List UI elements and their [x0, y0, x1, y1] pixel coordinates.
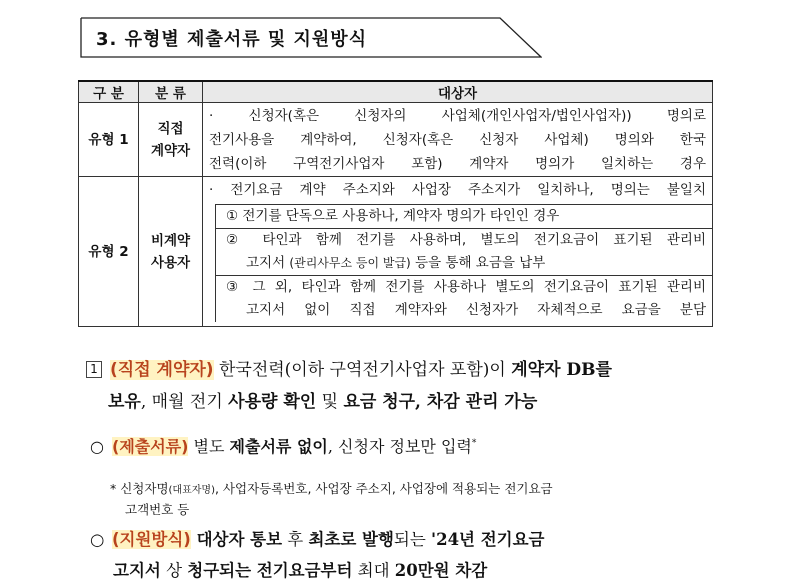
footnote-text: , 사업자등록번호, 사업장 주소지, 사업장에 적용되는 전기요금 — [214, 481, 553, 496]
sub-item-text: 고지서 없이 직접 계약자와 신청자가 자체적으로 요금을 분담 — [246, 302, 706, 318]
row-type: 유형 1 — [79, 103, 139, 177]
circle-bullet-icon: ○ — [90, 530, 105, 549]
item-number-box: 1 — [86, 361, 102, 378]
paragraph-text: , 신청자 정보만 입력 — [327, 437, 472, 456]
sub-item-text: ③ 그 외, 타인과 함께 전기를 사용하나 별도의 전기요금이 표기된 관리비 — [226, 279, 706, 295]
row-category — [139, 103, 203, 177]
circle-bullet-icon: ○ — [90, 437, 104, 456]
row-category-line: 직접 — [157, 120, 184, 137]
paragraph-direct-contractor — [86, 355, 612, 380]
table-row — [79, 177, 713, 327]
sub-item-text: ② 타인과 함께 전기를 사용하며, 별도의 전기요금이 표기된 관리비 — [226, 232, 706, 248]
paragraph-text: 상 — [160, 561, 188, 580]
header-gubun: 구 분 — [79, 81, 139, 103]
paragraph-support-method — [90, 526, 545, 550]
paragraph-bold: 대상자 통보 — [190, 530, 283, 549]
paragraph-bold: 보유 — [108, 392, 141, 412]
row-category — [139, 177, 203, 327]
paragraph-support-method-cont — [113, 557, 487, 581]
highlight-label: (지원방식) — [112, 530, 191, 549]
row-content — [203, 103, 713, 177]
content-line: 전력(이하 구역전기사업자 포함) 계약자 명의가 일치하는 경우 — [209, 156, 706, 172]
content-line: · 전기요금 계약 주소지와 사업장 주소지가 일치하나, 명의는 불일치 — [209, 182, 706, 198]
sub-item — [216, 229, 712, 276]
paragraph-text: , 매월 전기 — [140, 392, 229, 412]
content-line: 전기사용을 계약하여, 신청자(혹은 신청자 사업체) 명의와 한국 — [209, 132, 706, 148]
paragraph-bold: 최초로 발행 — [308, 530, 394, 549]
footnote — [110, 479, 553, 497]
paragraph-bold: 청구되는 전기요금부터 — [187, 561, 353, 580]
paragraph-text: 및 — [316, 392, 344, 412]
paragraph-bold: '24년 전기요금 — [431, 530, 545, 549]
footnote-text: * 신청자명 — [110, 481, 169, 496]
row-category-line: 계약자 — [150, 142, 191, 159]
paragraph-bold: 제출서류 없이 — [229, 437, 328, 456]
sub-item — [216, 205, 712, 229]
highlight-label: (제출서류) — [112, 437, 189, 456]
row-category-line: 사용자 — [150, 254, 191, 271]
paragraph-text: 한국전력(이하 구역전기사업자 포함)이 — [213, 360, 512, 380]
row-content — [203, 177, 713, 327]
footnote-cont: 고객번호 등 — [125, 502, 190, 517]
paragraph-bold: 고지서 — [113, 561, 161, 580]
eligibility-table — [78, 80, 713, 327]
paragraph-text: 최대 — [352, 561, 395, 580]
paragraph-bold: 계약자 DB를 — [511, 360, 612, 380]
footnote-small: (대표자명) — [168, 485, 215, 496]
sub-item-text-part: 등을 통해 요금을 납부 — [415, 255, 546, 271]
row-category-line: 비계약 — [150, 232, 191, 249]
footnote-marker: * — [471, 438, 477, 449]
paragraph-bold: 요금 청구, 차감 관리 가능 — [343, 392, 538, 412]
paragraph-bold: 사용량 확인 — [228, 392, 317, 412]
row-type: 유형 2 — [79, 177, 139, 327]
paragraph-text: 되는 — [393, 530, 432, 549]
paragraph-text: 후 — [282, 530, 309, 549]
paragraph-text: 별도 — [188, 437, 230, 456]
sub-item — [216, 276, 712, 322]
section-header — [80, 17, 542, 62]
table-header-row — [79, 81, 713, 103]
paragraph-direct-contractor-cont — [108, 387, 537, 412]
highlight-label: (직접 계약자) — [110, 360, 214, 380]
table-row — [79, 103, 713, 177]
header-target: 대상자 — [203, 81, 713, 103]
paragraph-documents — [90, 434, 476, 457]
section-title: 3. 유형별 제출서류 및 지원방식 — [96, 29, 368, 50]
paragraph-bold: 20만원 차감 — [394, 561, 488, 580]
sub-item-text-part: 고지서 — [246, 255, 286, 271]
sub-item-box — [215, 204, 712, 322]
sub-item-text — [226, 252, 706, 275]
sub-item-text: ① 전기를 단독으로 사용하나, 계약자 명의가 타인인 경우 — [226, 208, 560, 224]
sub-item-text-small: (관리사무소 등이 발급) — [289, 256, 411, 270]
content-line: · 신청자(혹은 신청자의 사업체(개인사업자/법인사업자)) 명의로 — [209, 108, 706, 124]
header-bunryu: 분 류 — [139, 81, 203, 103]
